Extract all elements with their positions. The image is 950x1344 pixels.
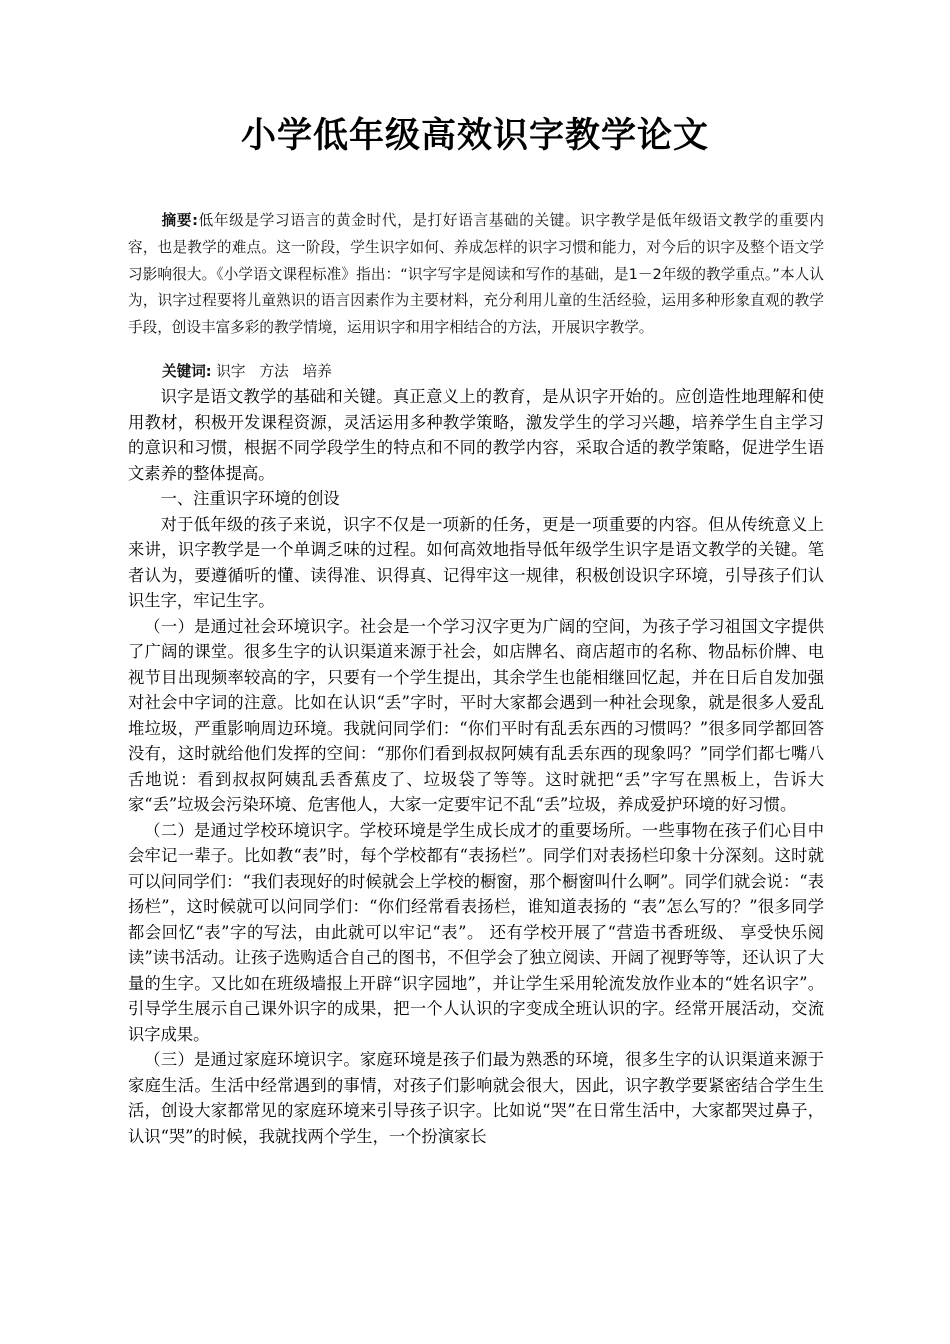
- abstract: [128, 208, 824, 342]
- abstract-text: 低年级是学习语言的黄金时代，是打好语言基础的关键。识字教学是低年级语文教学的重要内容，也是教学的难点。这一阶段，学生识字如何、养成怎样的识字习惯和能力，对今后的识字及整个语文学习影响很大。《小学语文课程标准》指出：“识字写字是阅读和写作的基础，是1－2年级的教学重点。”本人认为，识字过程要将儿童熟识的语言因素作为主要材料，充分利用儿童的生活经验，运用多种形象直观的教学手段，创设丰富多彩的教学情境，运用识字和用字相结合的方法，开展识字教学。: [128, 212, 824, 337]
- section-heading: 一、注重识字环境的创设: [160, 489, 340, 508]
- paragraph: （三）是通过家庭环境识字。家庭环境是孩子们最为熟悉的环境，很多生字的认识渠道来源于家庭生活。生活中经常遇到的事情，对孩子们影响就会很大，因此，识字教学要紧密结合学生生活，创设大家都常见的家庭环境来引导孩子识字。比如说“哭”在日常生活中，大家都哭过鼻子，认识“哭”的时候，我就找两个学生，一个扮演家长: [128, 1050, 824, 1146]
- abstract-label: 摘要:: [161, 212, 198, 229]
- paragraph: 识字是语文教学的基础和关键。真正意义上的教育，是从识字开始的。应创造性地理解和使用教材，积极开发课程资源，灵活运用多种教学策略，激发学生的学习兴趣，培养学生自主学习的意识和习惯，根据不同学段学生的特点和不同的教学内容，采取合适的教学策略，促进学生语文素养的整体提高。: [128, 387, 824, 483]
- keywords: [162, 359, 346, 385]
- keyword: 识字: [216, 363, 246, 380]
- keywords-label: 关键词:: [162, 363, 212, 380]
- document-title: 小学低年级高效识字教学论文: [240, 115, 709, 156]
- paragraph: 对于低年级的孩子来说，识字不仅是一项新的任务，更是一项重要的内容。但从传统意义上来讲，识字教学是一个单调乏味的过程。如何高效地指导低年级学生识字是语文教学的关键。笔者认为，要遵循听的懂、读得准、识得真、记得牢这一规律，积极创设识字环境，引导孩子们认识生字，牢记生字。: [128, 514, 824, 610]
- paragraph: （二）是通过学校环境识字。学校环境是学生成长成才的重要场所。一些事物在孩子们心目中会牢记一辈子。比如教“表”时，每个学校都有“表扬栏”。同学们对表扬栏印象十分深刻。这时就可以问同学们：“我们表现好的时候就会上学校的橱窗，那个橱窗叫什么啊”。同学们就会说：“表扬栏”，这时候就可以问同学们：“你们经常看表扬栏，谁知道表扬的 “表”怎么写的？”很多同学都会回忆“表”字的写法，由此就可以牢记“表”。 还有学校开展了“营造书香班级、 享受快乐阅读”读书活动。让孩子选购适合自己的图书，不但学会了独立阅读、开阔了视野等等，还认识了大量的生字。又比如在班级墙报上开辟“识字园地”，并让学生采用轮流发放作业本的“姓名识字”。引导学生展示自己课外识字的成果，把一个人认识的字变成全班认识的字。经常开展活动，交流识字成果。: [128, 820, 824, 1044]
- keyword: 培养: [302, 363, 332, 380]
- body-text: [128, 384, 824, 1149]
- paragraph: （一）是通过社会环境识字。社会是一个学习汉字更为广阔的空间，为孩子学习祖国文字提供了广阔的课堂。很多生字的认识渠道来源于社会，如店牌名、商店超市的名称、物品标价牌、电视节目出现频率较高的字，只要有一个学生提出，其余学生也能相继回忆起，并在日后自发加强对社会中字词的注意。比如在认识“丢”字时，平时大家都会遇到一种社会现象，就是很多人爱乱堆垃圾，严重影响周边环境。我就问同学们：“你们平时有乱丢东西的习惯吗？”很多同学都回答没有，这时就给他们发挥的空间：“那你们看到叔叔阿姨有乱丢东西的现象吗？”同学们都七嘴八舌地说：看到叔叔阿姨乱丢香蕉皮了、垃圾袋了等等。这时就把“丢”字写在黑板上，告诉大家“丢”垃圾会污染环境、危害他人，大家一定要牢记不乱“丢”垃圾，养成爱护环境的好习惯。: [128, 616, 824, 814]
- keyword: 方法: [259, 363, 289, 380]
